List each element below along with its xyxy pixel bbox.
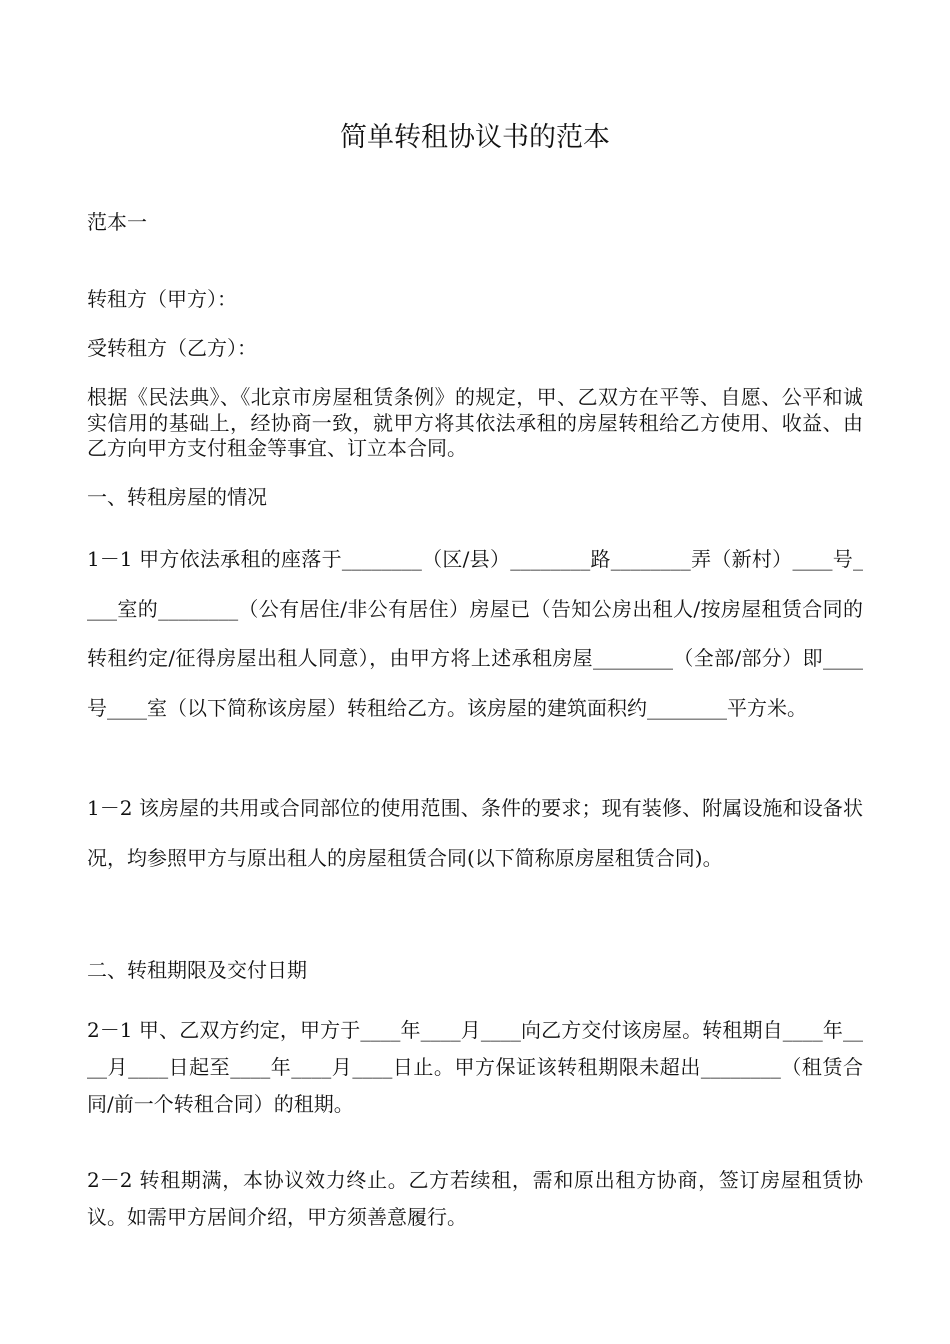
party-a-line: 转租方（甲方）： <box>87 287 237 311</box>
clause-2-2: 2－2 转租期满，本协议效力终止。乙方若续租，需和原出租方协商，签订房屋租赁协议。如需甲方居间介绍，甲方须善意履行。 <box>87 1168 863 1229</box>
party-b-line: 受转租方（乙方）： <box>87 336 257 360</box>
sample-label: 范本一 <box>87 210 147 234</box>
preamble-paragraph: 根据《民法典》、《北京市房屋租赁条例》的规定，甲、乙双方在平等、自愿、公平和诚实信用的基础上，经协商一致，就甲方将其依法承租的房屋转租给乙方使用、收益、由乙方向甲方支付租金等事宜、订立本合同。 <box>87 385 863 460</box>
section2-heading: 二、转租期限及交付日期 <box>87 958 307 982</box>
section1-heading: 一、转租房屋的情况 <box>87 485 267 509</box>
clause-1-1: 1－1 甲方依法承租的座落于________（区/县）________路________弄（新村）____号____室的________（公有居住/非公有居住）房屋已（告知公房出租人/按房屋租赁合同的转租约定/征得房屋出租人同意），由甲方将上述承租房屋________（全部/部分）即____号____室（以下简称该房屋）转租给乙方。该房屋的建筑面积约________平方米。 <box>87 547 863 720</box>
clause-2-1: 2－1 甲、乙双方约定，甲方于____年____月____向乙方交付该房屋。转租期自____年____月____日起至____年____月____日止。甲方保证该转租期限未超出________（租赁合同/前一个转租合同）的租期。 <box>87 1018 863 1116</box>
document-title: 简单转租协议书的范本 <box>340 122 610 153</box>
clause-1-2: 1－2 该房屋的共用或合同部位的使用范围、条件的要求；现有装修、附属设施和设备状况，均参照甲方与原出租人的房屋租赁合同(以下简称原房屋租赁合同)。 <box>87 796 863 870</box>
